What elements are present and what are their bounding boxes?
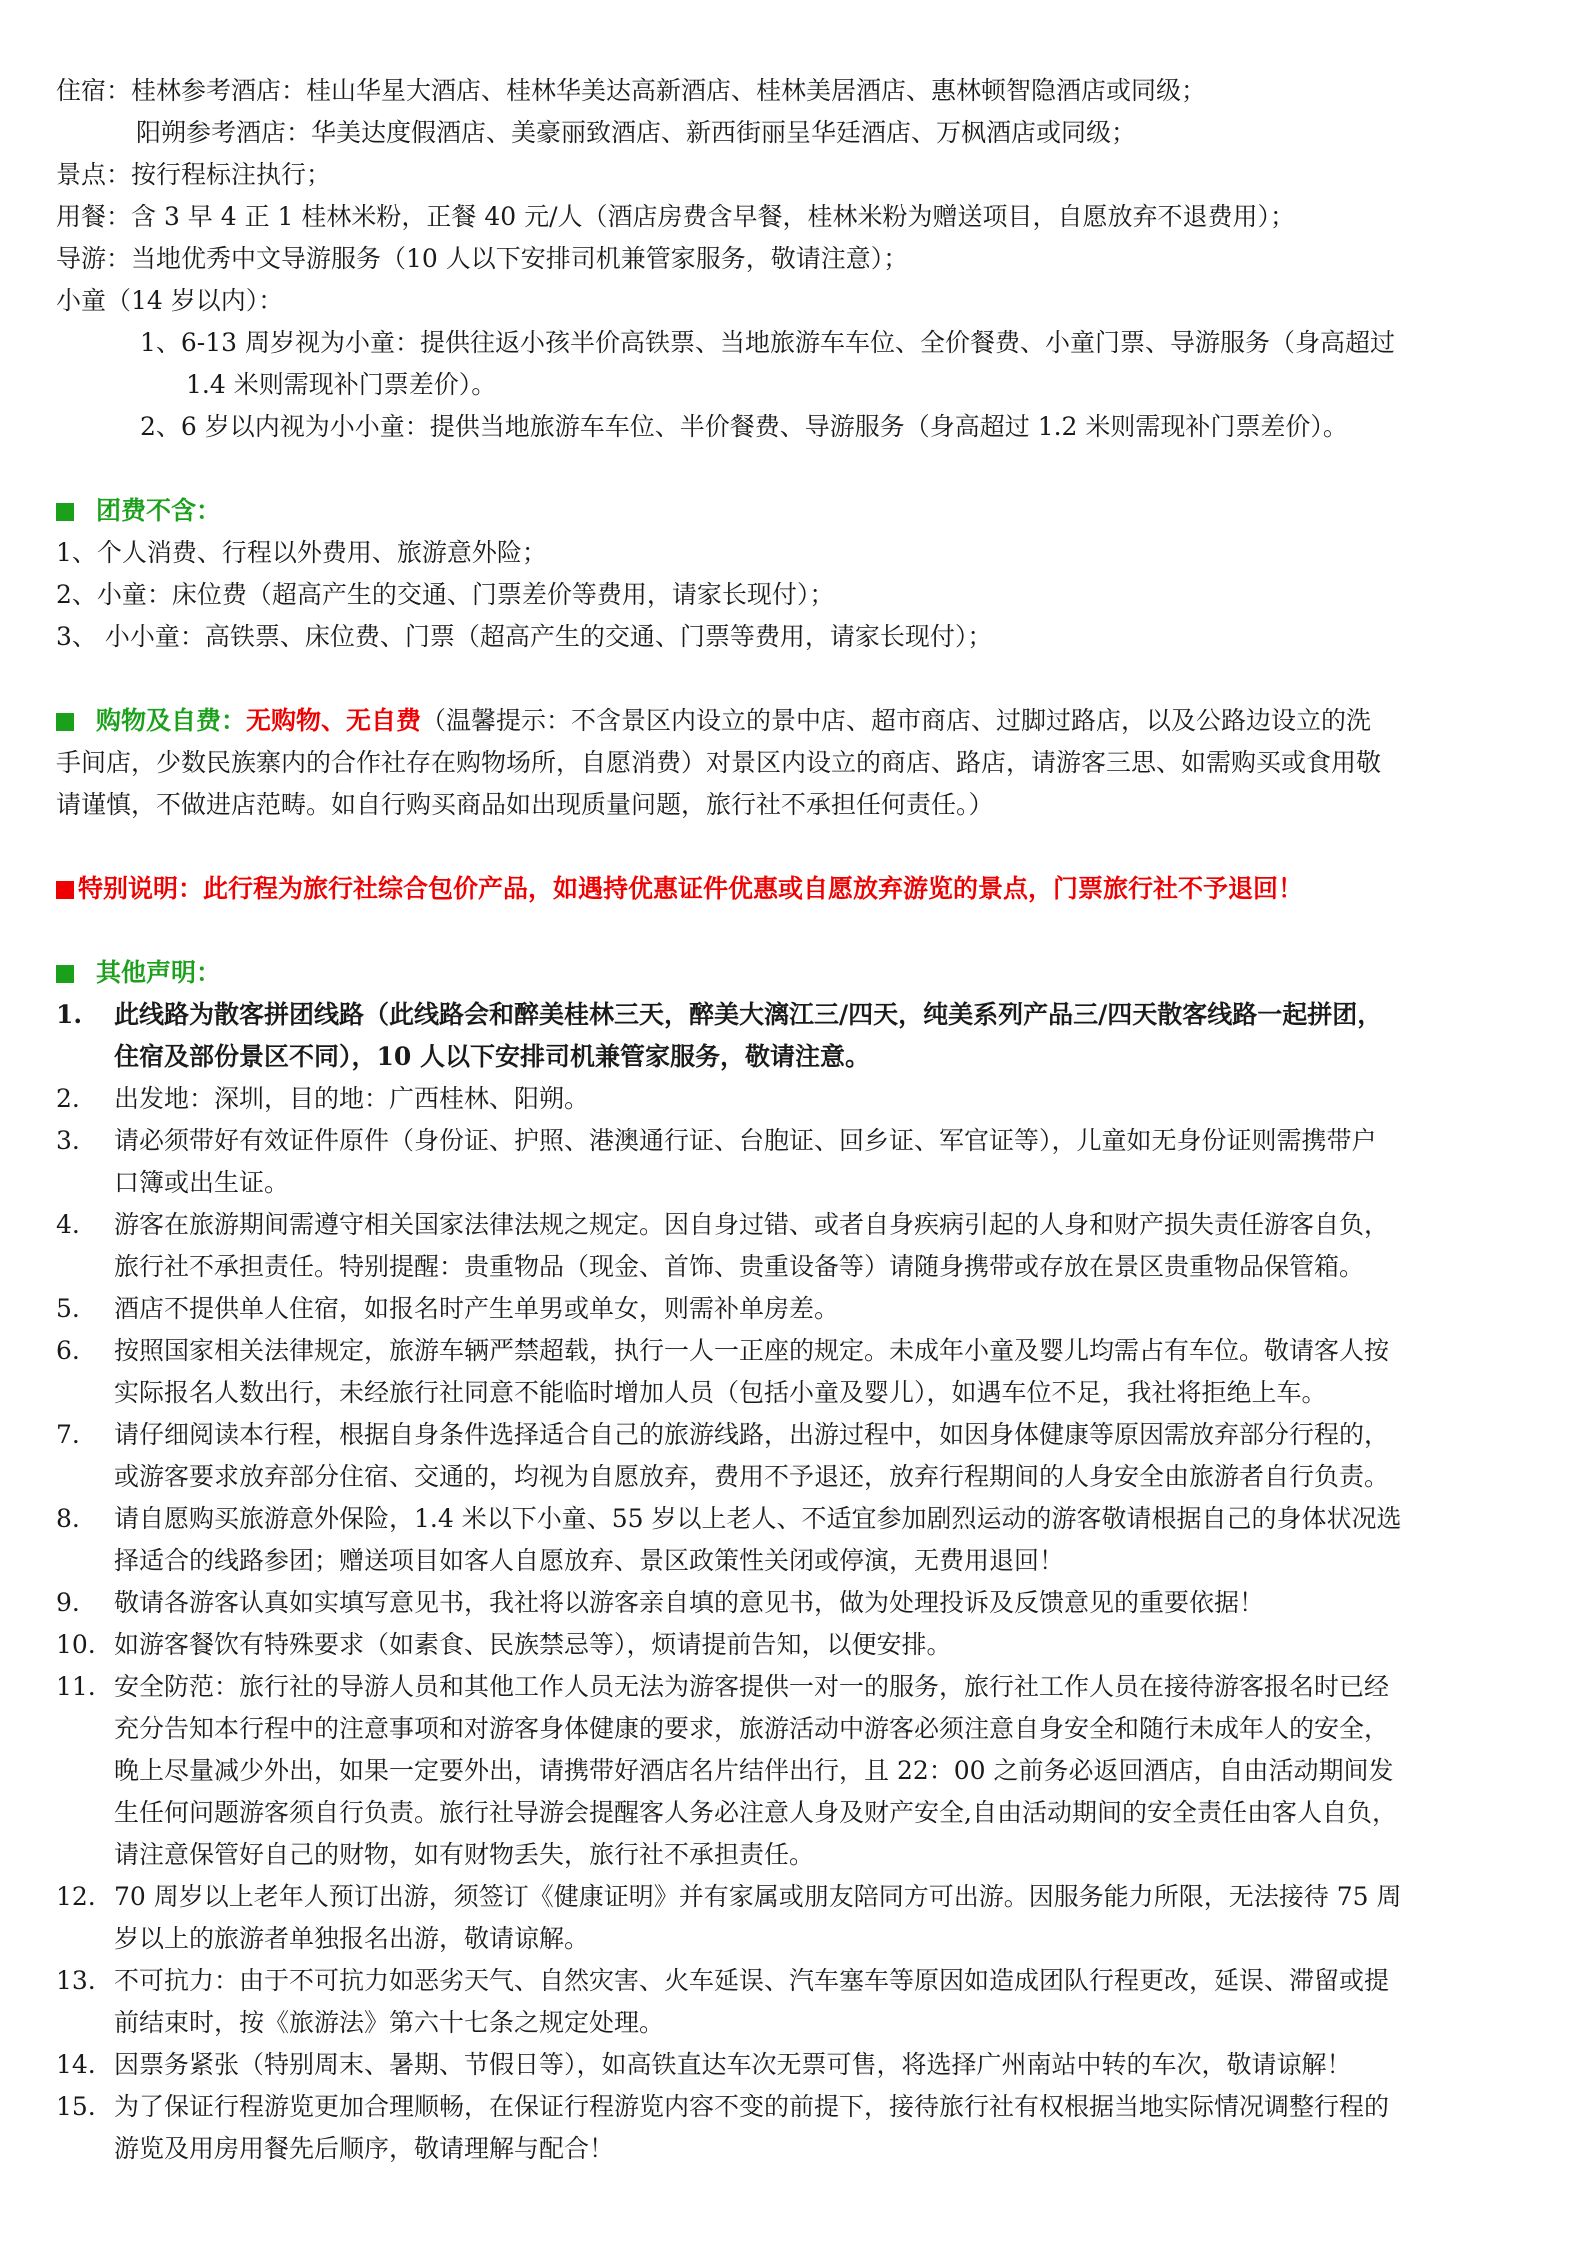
child-item-1-cont: 1.4 米则需现补门票差价）。 xyxy=(186,370,497,399)
shopping-paragraph: 购物及自费：无购物、无自费（温馨提示：不含景区内设立的景中店、超市商店、过脚过路店，以及公路边设立的洗 xyxy=(56,700,1546,742)
exclude-item: 2、小童：床位费（超高产生的交通、门票差价等费用，请家长现付）； xyxy=(56,580,835,609)
list-item: 13. 不可抗力：由于不可抗力如恶劣天气、自然灾害、火车延误、汽车塞车等原因如造成团队行程更改，延误、滞留或提 前结束时，按《旅游法》第六十七条之规定处理。 xyxy=(56,1966,1390,2037)
list-item: 10. 如游客餐饮有特殊要求（如素食、民族禁忌等），烦请提前告知，以便安排。 xyxy=(56,1630,952,1659)
spots-line: 景点：按行程标注执行； xyxy=(56,160,332,189)
shopping-line-2: 手间店，少数民族寨内的合作社存在购物场所，自愿消费）对景区内设立的商店、路店，请游客三思、如需购买或食用敬 xyxy=(56,748,1382,777)
list-item: 9. 敬请各游客认真如实填写意见书，我社将以游客亲自填的意见书，做为处理投诉及反馈意见的重要依据！ xyxy=(56,1588,1265,1617)
meals-line: 用餐：含 3 早 4 正 1 桂林米粉，正餐 40 元/人（酒店房费含早餐，桂林米粉为赠送项目，自愿放弃不退费用）； xyxy=(56,202,1296,231)
lodging-guilin: 住宿：桂林参考酒店：桂山华星大酒店、桂林华美达高新酒店、桂林美居酒店、惠林顿智隐酒店或同级； xyxy=(56,76,1207,105)
child-item-1: 1、6-13 周岁视为小童：提供往返小孩半价高铁票、当地旅游车车位、全价餐费、小童门票、导游服务（身高超过 xyxy=(140,328,1396,357)
exclude-item: 1、个人消费、行程以外费用、旅游意外险； xyxy=(56,538,547,567)
other-heading: 其他声明： xyxy=(56,952,1546,994)
list-item: 3. 请必须带好有效证件原件（身份证、护照、港澳通行证、台胞证、回乡证、军官证等），儿童如无身份证则需携带户 口簿或出生证。 xyxy=(56,1126,1377,1197)
lodging-yangshuo: 阳朔参考酒店：华美达度假酒店、美豪丽致酒店、新西街丽呈华廷酒店、万枫酒店或同级； xyxy=(136,118,1137,147)
special-note: 特别说明：此行程为旅行社综合包价产品，如遇持优惠证件优惠或自愿放弃游览的景点，门票旅行社不予退回！ xyxy=(56,868,1546,910)
list-item: 1. 此线路为散客拼团线路（此线路会和醉美桂林三天，醉美大漓江三/四天，纯美系列产品三/四天散客线路一起拼团， 住宿及部份景区不同），10 人以下安排司机兼管家服务，敬请注意。 xyxy=(56,1000,1383,1071)
other-list xyxy=(56,994,1546,2170)
square-bullet-icon xyxy=(56,713,74,731)
list-item: 2. 出发地：深圳，目的地：广西桂林、阳朔。 xyxy=(56,1084,590,1113)
guide-line: 导游：当地优秀中文导游服务（10 人以下安排司机兼管家服务，敬请注意）； xyxy=(56,244,909,273)
document-page xyxy=(56,70,1546,2170)
list-item: 15. 为了保证行程游览更加合理顺畅，在保证行程游览内容不变的前提下，接待旅行社有权根据当地实际情况调整行程的 游览及用房用餐先后顺序，敬请理解与配合！ xyxy=(56,2092,1390,2163)
exclude-item: 3、 小小童：高铁票、床位费、门票（超高产生的交通、门票等费用，请家长现付）； xyxy=(56,622,993,651)
list-item: 12. 70 周岁以上老年人预订出游，须签订《健康证明》并有家属或朋友陪同方可出游。因服务能力所限，无法接待 75 周 岁以上的旅游者单独报名出游，敬请谅解。 xyxy=(56,1882,1402,1953)
list-item: 8. 请自愿购买旅游意外保险，1.4 米以下小童、55 岁以上老人、不适宜参加剧烈运动的游客敬请根据自己的身体状况选 择适合的线路参团；赠送项目如客人自愿放弃、景区政策性关闭或停演，无费用退回！ xyxy=(56,1504,1402,1575)
square-bullet-icon xyxy=(56,881,74,899)
shopping-line-3: 请谨慎，不做进店范畴。如自行购买商品如出现质量问题，旅行社不承担任何责任。） xyxy=(56,790,994,819)
child-item-2: 2、6 岁以内视为小小童：提供当地旅游车车位、半价餐费、导游服务（身高超过 1.2 米则需现补门票差价）。 xyxy=(140,412,1348,441)
square-bullet-icon xyxy=(56,965,74,983)
child-title: 小童（14 岁以内）： xyxy=(56,286,284,315)
list-item: 11. 安全防范：旅行社的导游人员和其他工作人员无法为游客提供一对一的服务，旅行社工作人员在接待游客报名时已经 充分告知本行程中的注意事项和对游客身体健康的要求，旅游活动中游客必须注意自身安全和随行未成年人的安全， 晚上尽量减少外出，如果一定要外出，请携带好酒店名片结伴出行，且 22：00 之前务必返回酒店，自由活动期间发 生任何问题游客须自行负责。旅行社导游会提醒客人务必注意人身及财产安全,自由活动期间的安全责任由客人自负， 请注意保管好自己的财物，如有财物丢失，旅行社不承担责任。 xyxy=(56,1672,1397,1869)
shopping-highlight: 无购物、无自费 xyxy=(246,706,422,735)
list-item: 7. 请仔细阅读本行程，根据自身条件选择适合自己的旅游线路，出游过程中，如因身体健康等原因需放弃部分行程的， 或游客要求放弃部分住宿、交通的，均视为自愿放弃，费用不予退还，放弃行程期间的人身安全由旅游者自行负责。 xyxy=(56,1420,1390,1491)
square-bullet-icon xyxy=(56,503,74,521)
list-item: 14. 因票务紧张（特别周末、暑期、节假日等），如高铁直达车次无票可售，将选择广州南站中转的车次，敬请谅解！ xyxy=(56,2050,1352,2079)
exclude-heading: 团费不含： xyxy=(56,490,1546,532)
list-item: 5. 酒店不提供单人住宿，如报名时产生单男或单女，则需补单房差。 xyxy=(56,1294,840,1323)
list-item: 4. 游客在旅游期间需遵守相关国家法律法规之规定。因自身过错、或者自身疾病引起的人身和财产损失责任游客自负， 旅行社不承担责任。特别提醒：贵重物品（现金、首饰、贵重设备等）请随身携带或存放在景区贵重物品保管箱。 xyxy=(56,1210,1390,1281)
list-item: 6. 按照国家相关法律规定，旅游车辆严禁超载，执行一人一正座的规定。未成年小童及婴儿均需占有车位。敬请客人按 实际报名人数出行，未经旅行社同意不能临时增加人员（包括小童及婴儿），如遇车位不足，我社将拒绝上车。 xyxy=(56,1336,1390,1407)
